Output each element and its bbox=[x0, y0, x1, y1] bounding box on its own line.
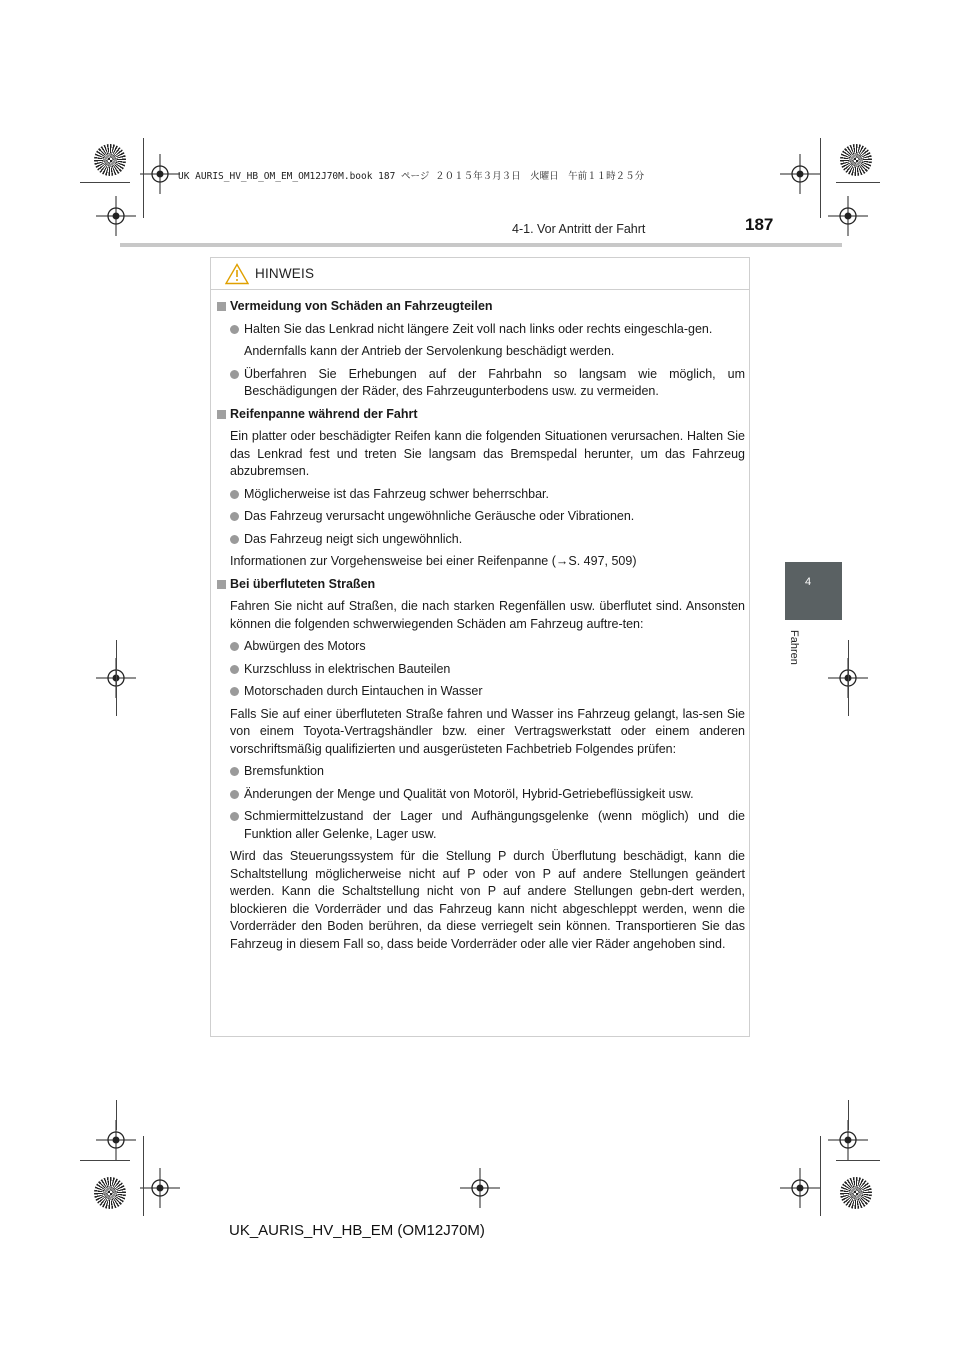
bullet-item: Motorschaden durch Eintauchen in Wasser bbox=[217, 683, 745, 701]
crosshair-mark bbox=[140, 154, 180, 194]
crosshair-mark bbox=[780, 1168, 820, 1208]
registration-rosette bbox=[840, 1177, 872, 1209]
section-reifenpanne bbox=[217, 406, 745, 571]
section-vermeidung bbox=[217, 298, 745, 401]
crop-line bbox=[848, 1100, 849, 1130]
header-rule bbox=[120, 243, 842, 247]
notice-header bbox=[211, 258, 749, 290]
bullet-item: Das Fahrzeug neigt sich ungewöhnlich. bbox=[217, 531, 745, 549]
bullet-item: Änderungen der Menge und Qualität von Motoröl, Hybrid-Getriebeflüssigkeit usw. bbox=[217, 786, 745, 804]
page-reference[interactable]: Informationen zur Vorgehensweise bei einer Reifenpanne (→S. 497, 509) bbox=[230, 554, 637, 568]
paragraph: Andernfalls kann der Antrieb der Servolenkung beschädigt werden. bbox=[244, 344, 615, 358]
crop-line bbox=[116, 640, 117, 716]
crop-line bbox=[116, 1100, 117, 1130]
bullet-dot bbox=[230, 642, 239, 651]
registration-rosette bbox=[840, 144, 872, 176]
page-number: 187 bbox=[745, 215, 774, 234]
registration-rosette bbox=[94, 1177, 126, 1209]
bullet-dot bbox=[230, 325, 239, 334]
bullet-dot bbox=[230, 767, 239, 776]
bullet-dot bbox=[230, 812, 239, 821]
notice-box bbox=[210, 257, 750, 1037]
crop-line bbox=[820, 1136, 821, 1216]
bullet-dot bbox=[230, 370, 239, 379]
crosshair-mark bbox=[780, 154, 820, 194]
crop-line bbox=[848, 640, 849, 716]
bullet-dot bbox=[230, 535, 239, 544]
paragraph: Wird das Steuerungssystem für die Stellung P durch Überflutung beschädigt, kann die Schaltstellung möglicherweise nicht auf P oder von P auf andere Stellungen geändert werden. Kann die Schaltstellung nicht von P auf andere Stellungen gebn-dert werden, blockieren die Vorderräder und das Fahrzeug kann nicht abgeschleppt werden, wenn die Vorderräder den Boden berühren, da diese verriegelt sein können. Transportieren Sie das Fahrzeug in diesem Fall so, dass beide Vorderräder oder alle vier Räder angehoben sind. bbox=[230, 849, 745, 951]
bullet-dot bbox=[230, 512, 239, 521]
notice-content bbox=[217, 298, 745, 958]
crop-line bbox=[836, 1160, 880, 1161]
bullet-dot bbox=[230, 665, 239, 674]
bullet-item: Bremsfunktion bbox=[217, 763, 745, 781]
crosshair-mark bbox=[828, 196, 868, 236]
section-heading: Bei überfluteten Straßen bbox=[217, 576, 745, 594]
bullet-item: Halten Sie das Lenkrad nicht längere Zeit voll nach links oder rechts eingeschla-gen. bbox=[217, 321, 745, 339]
document-code: UK_AURIS_HV_HB_EM (OM12J70M) bbox=[229, 1222, 485, 1239]
bullet-dot bbox=[230, 687, 239, 696]
paragraph: Falls Sie auf einer überfluteten Straße fahren und Wasser ins Fahrzeug gelangt, las-sen Sie von einem Toyota-Vertragshändler bzw. einer Vertragswerkstatt oder einem anderen vorschriftsmäßig qualifizierten und ausgerüsteten Fachbetrieb Folgendes prüfen: bbox=[230, 706, 745, 756]
section-title: 4-1. Vor Antritt der Fahrt bbox=[512, 222, 646, 236]
crop-line bbox=[80, 182, 130, 183]
bullet-dot bbox=[230, 490, 239, 499]
crop-line bbox=[143, 1136, 144, 1216]
chapter-label bbox=[786, 630, 802, 690]
book-metadata-line: UK AURIS_HV_HB_OM_EM_OM12J70M.book 187 ページ ２０１５年３月３日 火曜日 午前１１時２５分 bbox=[178, 171, 645, 182]
bullet-dot bbox=[230, 790, 239, 799]
crop-line bbox=[80, 1160, 130, 1161]
paragraph: Fahren Sie nicht auf Straßen, die nach starken Regenfällen usw. überflutet sind. Ansonsten können die folgenden schwerwiegenden Schäden am Fahrzeug auftre-ten: bbox=[230, 599, 745, 631]
chapter-tab bbox=[785, 562, 842, 620]
bullet-item: Kurzschluss in elektrischen Bauteilen bbox=[217, 661, 745, 679]
notice-title: HINWEIS bbox=[255, 266, 315, 281]
chapter-label-text: Fahren bbox=[788, 630, 800, 665]
bullet-item: Das Fahrzeug verursacht ungewöhnliche Geräusche oder Vibrationen. bbox=[217, 508, 745, 526]
section-heading: Vermeidung von Schäden an Fahrzeugteilen bbox=[217, 298, 745, 316]
registration-rosette bbox=[94, 144, 126, 176]
paragraph: Ein platter oder beschädigter Reifen kann die folgenden Situationen verursachen. Halten Sie das Lenkrad fest und treten Sie langsam das Bremspedal herunter, um das Fahrzeug abzubremsen. bbox=[230, 429, 745, 478]
bullet-item: Möglicherweise ist das Fahrzeug schwer beherrschbar. bbox=[217, 486, 745, 504]
crosshair-mark bbox=[96, 196, 136, 236]
bullet-item: Schmiermittelzustand der Lager und Aufhängungsgelenke (wenn möglich) und die Funktion aller Gelenke, Lager usw. bbox=[217, 808, 745, 843]
section-ueberflutete-strassen bbox=[217, 576, 745, 954]
warning-triangle-icon bbox=[225, 263, 249, 285]
crop-line bbox=[836, 182, 880, 183]
bullet-item: Abwürgen des Motors bbox=[217, 638, 745, 656]
crosshair-mark bbox=[140, 1168, 180, 1208]
crop-line bbox=[820, 138, 821, 218]
chapter-number: 4 bbox=[805, 576, 812, 588]
crosshair-mark bbox=[460, 1168, 500, 1208]
section-heading: Reifenpanne während der Fahrt bbox=[217, 406, 745, 424]
bullet-item: Überfahren Sie Erhebungen auf der Fahrbahn so langsam wie möglich, um Beschädigungen der Räder, des Fahrzeugunterbodens usw. zu vermeiden. bbox=[217, 366, 745, 401]
crop-line bbox=[143, 138, 144, 218]
